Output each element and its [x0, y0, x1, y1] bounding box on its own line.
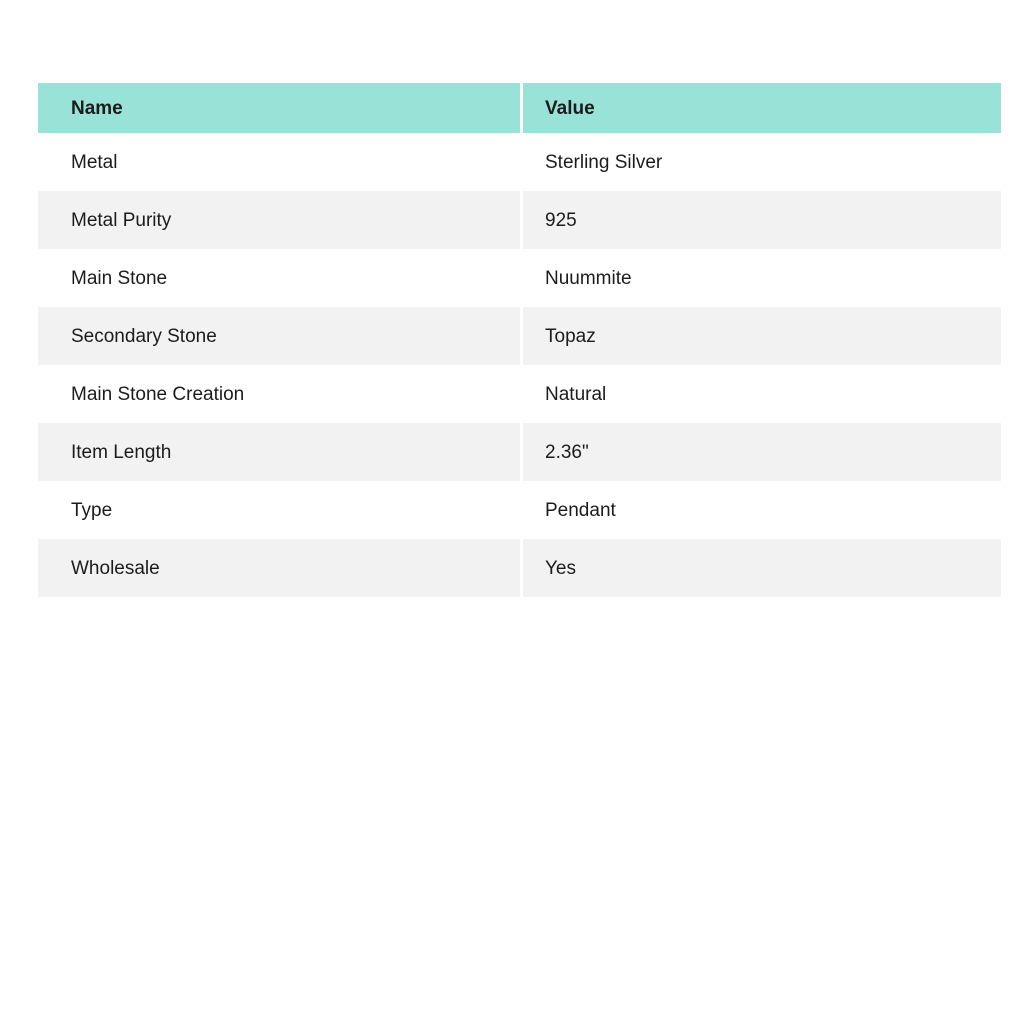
- table-row: [38, 307, 1001, 365]
- spec-name: Item Length: [38, 423, 523, 481]
- spec-name: Wholesale: [38, 539, 523, 597]
- spec-value: Topaz: [545, 325, 596, 347]
- spec-value: Natural: [545, 383, 607, 405]
- table-row: [38, 191, 1001, 249]
- header-value: Value: [545, 97, 595, 119]
- table-row: [38, 539, 1001, 597]
- spec-name: Main Stone Creation: [38, 365, 523, 423]
- spec-name: Metal Purity: [38, 191, 523, 249]
- spec-value: Sterling Silver: [545, 151, 663, 173]
- spec-name: Metal: [38, 133, 523, 191]
- table-row: [38, 365, 1001, 423]
- header-name: Name: [38, 83, 523, 133]
- spec-name: Secondary Stone: [38, 307, 523, 365]
- spec-value: Yes: [545, 557, 576, 579]
- spec-value: 925: [545, 209, 577, 231]
- table-row: [38, 423, 1001, 481]
- table-row: [38, 133, 1001, 191]
- table-header-row: [38, 83, 1001, 133]
- spec-value: 2.36": [545, 441, 589, 463]
- product-specs-table: [38, 83, 1001, 597]
- spec-name: Type: [38, 481, 523, 539]
- spec-name: Main Stone: [38, 249, 523, 307]
- table-row: [38, 249, 1001, 307]
- table-row: [38, 481, 1001, 539]
- spec-value: Nuummite: [545, 267, 632, 289]
- spec-value: Pendant: [545, 499, 616, 521]
